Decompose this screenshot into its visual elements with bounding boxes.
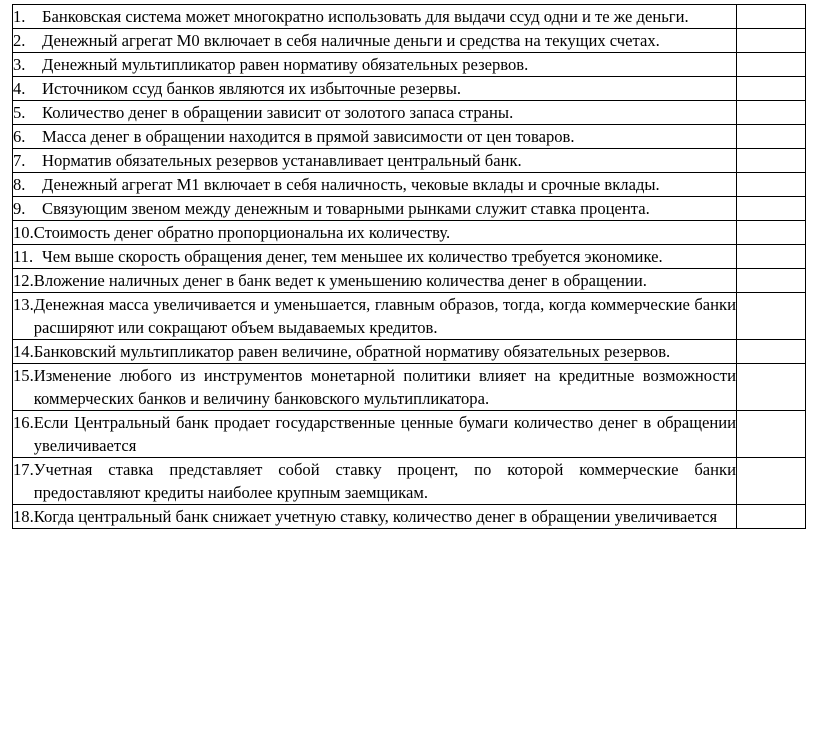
statement-text: Источником ссуд банков являются их избыточные резервы. bbox=[42, 79, 462, 98]
statement-content bbox=[13, 458, 736, 504]
statement-number: 12. bbox=[13, 271, 34, 290]
statement-content bbox=[13, 197, 736, 220]
statement-text: Если Центральный банк продает государственные ценные бумаги количество денег в обращении увеличивается bbox=[33, 413, 736, 455]
statement-text: Денежный агрегат М1 включает в себя наличность, чековые вклады и срочные вклады. bbox=[42, 175, 660, 194]
statement-content bbox=[13, 293, 736, 339]
statement-cell bbox=[13, 458, 737, 505]
statement-row bbox=[13, 221, 806, 245]
statement-cell bbox=[13, 101, 737, 125]
answer-cell[interactable] bbox=[737, 245, 806, 269]
statement-cell bbox=[13, 340, 737, 364]
statement-number: 16. bbox=[13, 413, 34, 432]
statement-content bbox=[13, 364, 736, 410]
statement-row bbox=[13, 77, 806, 101]
answer-cell[interactable] bbox=[737, 197, 806, 221]
answer-cell[interactable] bbox=[737, 173, 806, 197]
statement-cell bbox=[13, 411, 737, 458]
statement-row bbox=[13, 340, 806, 364]
statement-text: Учетная ставка представляет собой ставку процент, по которой коммерческие банки предоставляют кредиты наиболее крупным заемщикам. bbox=[33, 460, 736, 502]
statement-row bbox=[13, 149, 806, 173]
statement-number: 18. bbox=[13, 507, 34, 526]
statement-row bbox=[13, 293, 806, 340]
statement-row bbox=[13, 173, 806, 197]
statement-cell bbox=[13, 293, 737, 340]
statement-content bbox=[13, 29, 736, 52]
statement-text: Вложение наличных денег в банк ведет к уменьшению количества денег в обращении. bbox=[33, 271, 647, 290]
statement-text: Банковская система может многократно использовать для выдачи ссуд одни и те же деньги. bbox=[42, 7, 689, 26]
statement-text: Чем выше скорость обращения денег, тем меньшее их количество требуется экономике. bbox=[42, 247, 663, 266]
statement-content bbox=[13, 411, 736, 457]
statement-row bbox=[13, 5, 806, 29]
statement-text: Банковский мультипликатор равен величине, обратной нормативу обязательных резервов. bbox=[33, 342, 671, 361]
statement-row bbox=[13, 125, 806, 149]
statement-row bbox=[13, 269, 806, 293]
statement-cell bbox=[13, 125, 737, 149]
statement-text: Масса денег в обращении находится в прямой зависимости от цен товаров. bbox=[42, 127, 575, 146]
statement-number: 17. bbox=[13, 460, 34, 479]
answer-cell[interactable] bbox=[737, 269, 806, 293]
statement-number: 11. bbox=[13, 247, 34, 266]
statement-cell bbox=[13, 197, 737, 221]
statement-cell bbox=[13, 29, 737, 53]
statement-number: 8. bbox=[13, 175, 26, 194]
statement-content bbox=[13, 77, 736, 100]
statement-row bbox=[13, 197, 806, 221]
answer-cell[interactable] bbox=[737, 149, 806, 173]
statement-row bbox=[13, 53, 806, 77]
answer-cell[interactable] bbox=[737, 364, 806, 411]
statement-row bbox=[13, 364, 806, 411]
statement-number: 5. bbox=[13, 103, 26, 122]
statement-text: Стоимость денег обратно пропорциональна их количеству. bbox=[33, 223, 451, 242]
statement-number: 4. bbox=[13, 79, 26, 98]
statement-content bbox=[13, 5, 736, 28]
statement-cell bbox=[13, 5, 737, 29]
answer-cell[interactable] bbox=[737, 293, 806, 340]
statement-content bbox=[13, 125, 736, 148]
statement-content bbox=[13, 221, 736, 244]
answer-cell[interactable] bbox=[737, 221, 806, 245]
answer-cell[interactable] bbox=[737, 340, 806, 364]
statement-cell bbox=[13, 364, 737, 411]
statement-number: 3. bbox=[13, 55, 26, 74]
statement-cell bbox=[13, 245, 737, 269]
statement-number: 15. bbox=[13, 366, 34, 385]
statement-cell bbox=[13, 149, 737, 173]
statement-cell bbox=[13, 221, 737, 245]
statement-number: 1. bbox=[13, 7, 26, 26]
statement-row bbox=[13, 101, 806, 125]
answer-cell[interactable] bbox=[737, 505, 806, 529]
statement-content bbox=[13, 53, 736, 76]
statement-content bbox=[13, 505, 736, 528]
statement-number: 13. bbox=[13, 295, 34, 314]
statement-content bbox=[13, 340, 736, 363]
answer-cell[interactable] bbox=[737, 29, 806, 53]
answer-cell[interactable] bbox=[737, 5, 806, 29]
statement-text: Денежный агрегат М0 включает в себя наличные деньги и средства на текущих счетах. bbox=[42, 31, 660, 50]
answer-cell[interactable] bbox=[737, 411, 806, 458]
statement-text: Норматив обязательных резервов устанавливает центральный банк. bbox=[42, 151, 522, 170]
statement-number: 10. bbox=[13, 223, 34, 242]
statement-text: Количество денег в обращении зависит от золотого запаса страны. bbox=[42, 103, 514, 122]
statement-text: Когда центральный банк снижает учетную ставку, количество денег в обращении увеличивается bbox=[33, 507, 718, 526]
statement-number: 14. bbox=[13, 342, 34, 361]
statement-row bbox=[13, 29, 806, 53]
answer-cell[interactable] bbox=[737, 77, 806, 101]
answer-cell[interactable] bbox=[737, 458, 806, 505]
statement-row bbox=[13, 458, 806, 505]
answer-cell[interactable] bbox=[737, 125, 806, 149]
statement-cell bbox=[13, 269, 737, 293]
statement-number: 7. bbox=[13, 151, 26, 170]
statement-content bbox=[13, 269, 736, 292]
answer-cell[interactable] bbox=[737, 53, 806, 77]
statement-row bbox=[13, 505, 806, 529]
answer-cell[interactable] bbox=[737, 101, 806, 125]
statement-text: Денежный мультипликатор равен нормативу обязательных резервов. bbox=[42, 55, 529, 74]
statement-cell bbox=[13, 53, 737, 77]
statement-cell bbox=[13, 77, 737, 101]
statement-text: Связующим звеном между денежным и товарными рынками служит ставка процента. bbox=[42, 199, 650, 218]
statement-content bbox=[13, 245, 736, 268]
statements-table bbox=[12, 4, 806, 529]
statement-content bbox=[13, 149, 736, 172]
statement-text: Изменение любого из инструментов монетарной политики влияет на кредитные возможности коммерческих банков и величину банковского мультипликатора. bbox=[33, 366, 736, 408]
statement-number: 6. bbox=[13, 127, 26, 146]
statement-number: 2. bbox=[13, 31, 26, 50]
statement-cell bbox=[13, 505, 737, 529]
statement-row bbox=[13, 245, 806, 269]
statements-table-body bbox=[13, 5, 806, 529]
statement-cell bbox=[13, 173, 737, 197]
statement-content bbox=[13, 101, 736, 124]
statement-number: 9. bbox=[13, 199, 26, 218]
statement-content bbox=[13, 173, 736, 196]
statement-row bbox=[13, 411, 806, 458]
statement-text: Денежная масса увеличивается и уменьшается, главным образов, тогда, когда коммерческие банки расширяют или сокращают объем выдаваемых кредитов. bbox=[33, 295, 736, 337]
